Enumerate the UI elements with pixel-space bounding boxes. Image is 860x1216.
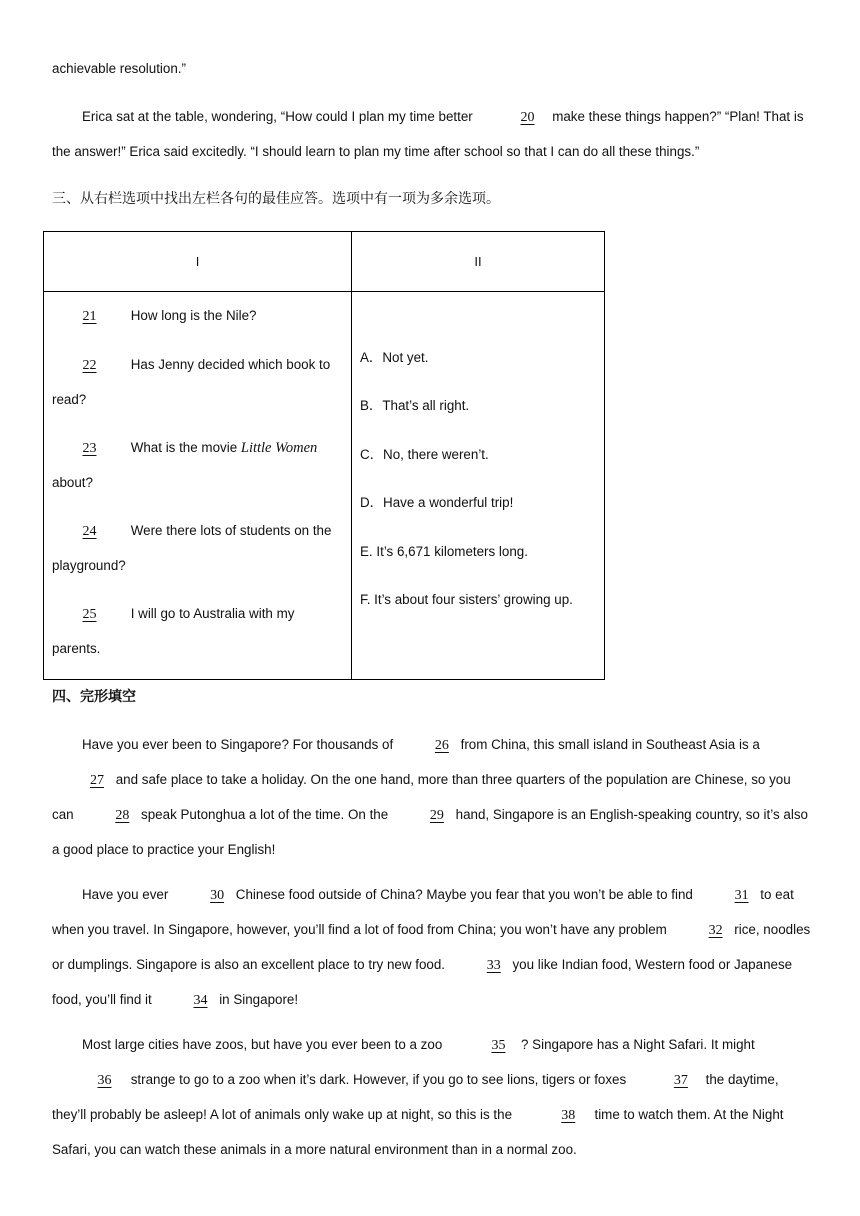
option-d: D．Have a wonderful trip!	[360, 495, 514, 511]
text: hand, Singapore is an English-speaking country, so it’s also a good place to practice your English!	[52, 807, 808, 857]
option-f: F. It’s about four sisters’ growing up.	[360, 592, 573, 608]
text: time to watch them. At the Night Safari, you can watch these animals in a more natural environment than in a normal zoo.	[52, 1107, 784, 1157]
question-25	[52, 597, 342, 666]
cloze-paragraph-2	[52, 878, 814, 1018]
question-text: I will go to Australia with my parents.	[52, 606, 295, 656]
section-3-heading: 三、从右栏选项中找出左栏各句的最佳应答。选项中有一项为多余选项。	[52, 191, 500, 207]
option-c: C．No, there weren’t.	[360, 446, 489, 462]
column-header-1: I	[44, 232, 352, 292]
options-cell	[352, 292, 605, 680]
blank-33[interactable]: 33	[486, 958, 501, 973]
question-24	[52, 514, 342, 583]
blank-28[interactable]: 28	[115, 808, 130, 823]
blank-21[interactable]: 21	[82, 309, 97, 324]
cloze-paragraph-3	[52, 1028, 814, 1167]
question-text: about?	[52, 475, 93, 490]
text: from China, this small island in Southeast Asia is a	[456, 737, 760, 752]
column-header-2: II	[352, 232, 605, 292]
blank-35[interactable]: 35	[491, 1038, 506, 1053]
cloze-paragraph-1	[52, 728, 814, 867]
blank-26[interactable]: 26	[434, 738, 449, 753]
movie-title: Little Women	[240, 440, 318, 456]
blank-30[interactable]: 30	[210, 888, 225, 903]
blank-34[interactable]: 34	[193, 993, 208, 1008]
text: you like Indian food, Western food or Japanese food, you’ll find it	[52, 957, 793, 1007]
text: ? Singapore has a Night Safari. It might	[521, 1037, 755, 1052]
blank-31[interactable]: 31	[734, 888, 749, 903]
blank-24[interactable]: 24	[82, 524, 97, 539]
text: Most large cities have zoos, but have you ever been to a zoo	[82, 1037, 446, 1052]
option-e: E. It’s 6,671 kilometers long.	[360, 543, 528, 559]
text: to eat when you travel. In Singapore, however, you’ll find a lot of food from China; you won’t have any problem	[52, 887, 794, 937]
blank-25[interactable]: 25	[82, 607, 97, 622]
question-text: Has Jenny decided which book to read?	[52, 357, 331, 407]
blank-23[interactable]: 23	[82, 441, 97, 456]
text: make these things happen?” “Plan! That is the answer!” Erica said excitedly. “I should learn to plan my time after school so that I can do all these things.”	[52, 109, 804, 159]
text: Have you ever	[82, 887, 173, 902]
questions-cell	[44, 292, 352, 680]
question-23	[52, 431, 342, 500]
blank-37[interactable]: 37	[673, 1073, 688, 1088]
text: Have you ever been to Singapore? For thousands of	[82, 737, 397, 752]
text: Chinese food outside of China? Maybe you fear that you won’t be able to find	[232, 887, 697, 902]
text: and safe place to take a holiday. On the one hand, more than three quarters of the population are Chinese, so you can	[52, 772, 791, 822]
blank-32[interactable]: 32	[708, 923, 723, 938]
text: strange to go to a zoo when it’s dark. However, if you go to see lions, tigers or foxes	[127, 1072, 630, 1087]
option-a: A．Not yet.	[360, 350, 429, 365]
question-text: What is the movie	[127, 440, 241, 455]
matching-table	[43, 231, 605, 680]
blank-22[interactable]: 22	[82, 358, 97, 373]
blank-20[interactable]: 20	[520, 110, 535, 125]
blank-29[interactable]: 29	[429, 808, 444, 823]
question-22	[52, 348, 342, 417]
blank-36[interactable]: 36	[97, 1073, 112, 1088]
section-4-heading: 四、完形填空	[52, 689, 136, 705]
text: the daytime, they’ll probably be asleep! A lot of animals only wake up at night, so this is the	[52, 1072, 779, 1122]
text: Erica sat at the table, wondering, “How could I plan my time better	[82, 109, 477, 124]
blank-27[interactable]: 27	[90, 773, 104, 788]
option-b: B．That’s all right.	[360, 398, 470, 414]
passage-paragraph	[52, 100, 814, 169]
question-text: How long is the Nile?	[127, 308, 257, 323]
text: rice, noodles or dumplings. Singapore is also an excellent place to try new food.	[52, 922, 811, 972]
blank-38[interactable]: 38	[561, 1108, 576, 1123]
question-21	[52, 299, 342, 334]
text: speak Putonghua a lot of the time. On the	[137, 807, 392, 822]
question-text: Were there lots of students on the playground?	[52, 523, 332, 573]
text: in Singapore!	[215, 992, 299, 1007]
passage-line: achievable resolution.”	[52, 61, 186, 76]
